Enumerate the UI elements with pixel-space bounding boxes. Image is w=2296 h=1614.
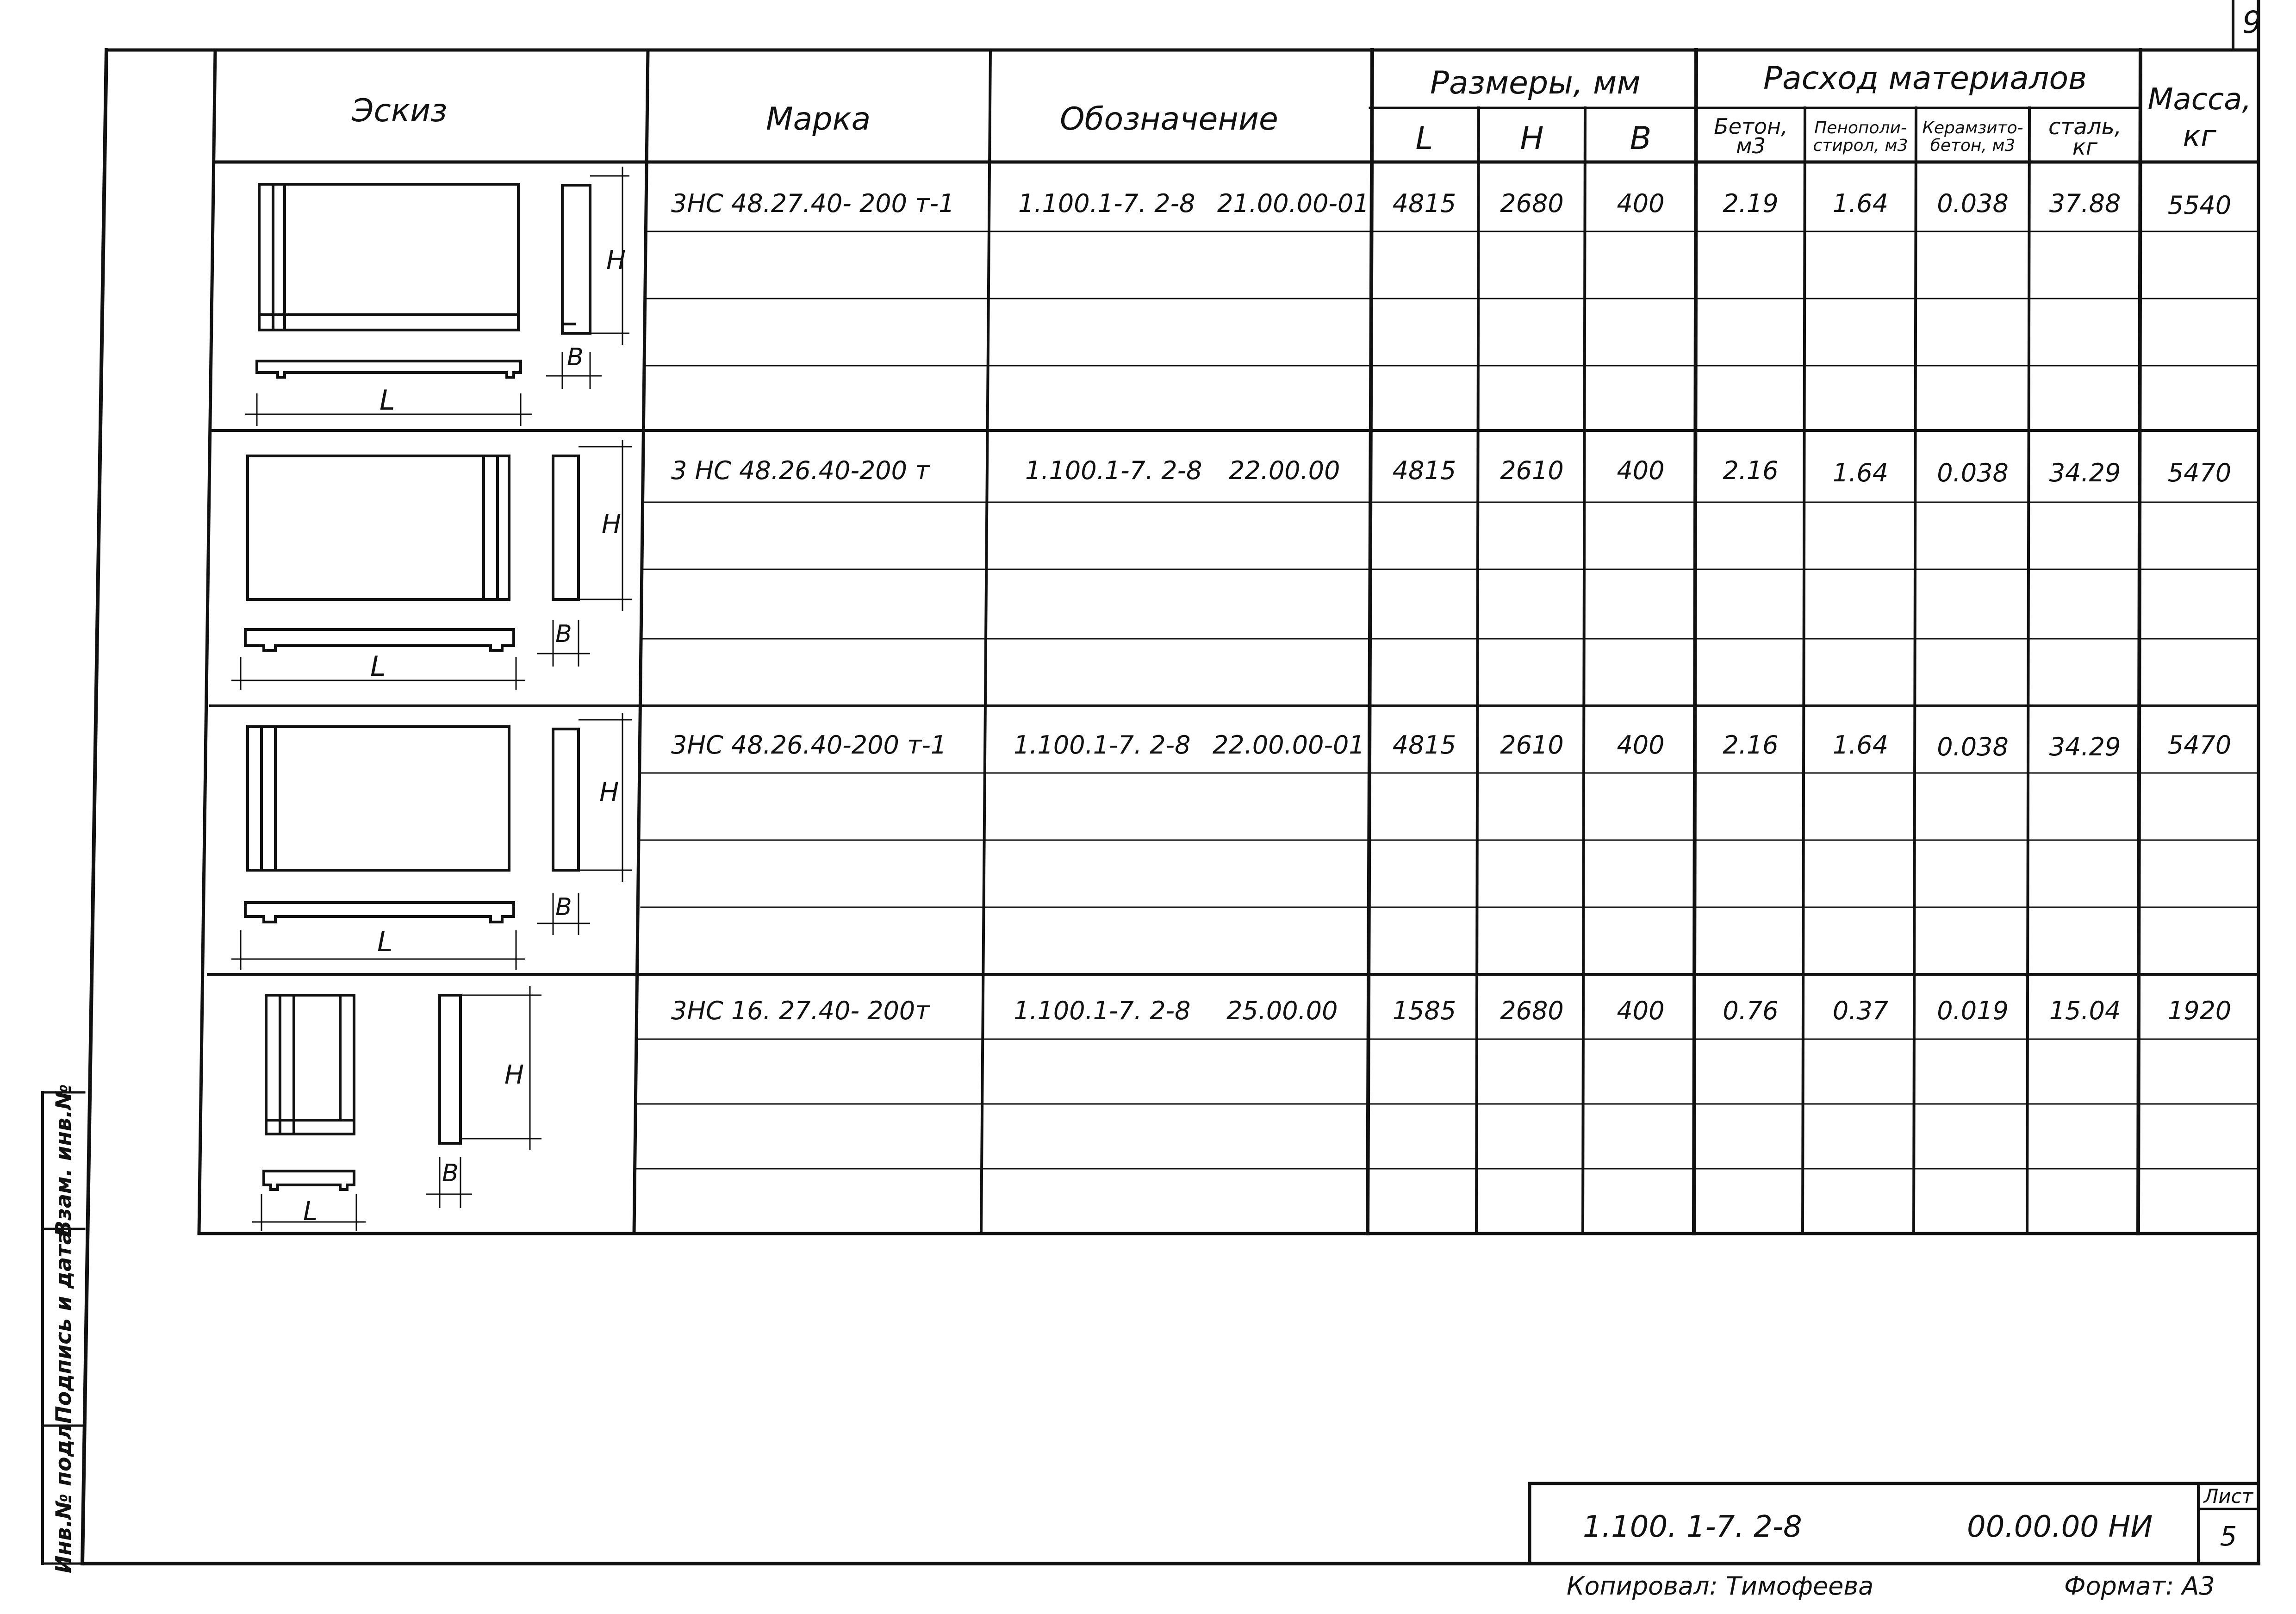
footer-format: Формат: А3	[2064, 1571, 2215, 1601]
row-3-code: 22.00.00-01	[1213, 730, 1365, 760]
row-4-concrete: 0.76	[1723, 996, 1779, 1025]
row-2-mass: 5470	[2167, 458, 2232, 487]
row-3-concrete: 2.16	[1723, 730, 1779, 760]
header-dim-h: H	[1520, 120, 1544, 157]
sketch-4-label-l: L	[303, 1196, 318, 1227]
title-doc-series: 1.100. 1-7. 2-8	[1583, 1510, 1802, 1544]
row-2-clay: 0.038	[1937, 458, 2009, 487]
sheet-number: 9	[2242, 5, 2262, 40]
sketch-1-label-h: H	[606, 245, 626, 275]
row-4-foam: 0.37	[1832, 996, 1889, 1025]
stamp-vzam-inv: Взам. инв.№	[51, 1084, 76, 1237]
sketch-2-label-b: В	[555, 620, 572, 648]
row-3-h: 2610	[1500, 730, 1564, 760]
row-2-b: 400	[1617, 456, 1665, 485]
header-materials: Расход материалов	[1763, 60, 2087, 97]
row-4-series: 1.100.1-7. 2-8	[1014, 996, 1191, 1025]
row-2-mark: 3 НС 48.26.40-200 т	[671, 456, 930, 485]
sketch-4-label-b: В	[442, 1159, 459, 1187]
sketch-3-label-b: В	[555, 893, 572, 921]
header-dimensions: Размеры, мм	[1430, 65, 1641, 101]
row-4-steel: 15.04	[2049, 996, 2121, 1025]
row-3-foam: 1.64	[1832, 730, 1889, 760]
row-3-clay: 0.038	[1937, 732, 2009, 761]
row-4-mark: 3НС 16. 27.40- 200т	[671, 996, 930, 1025]
stamp-inv-podl: Инв.№ подл.	[51, 1416, 76, 1573]
sketch-3-label-l: L	[377, 926, 393, 958]
sketch-1-label-l: L	[380, 384, 395, 417]
row-1-series: 1.100.1-7. 2-8	[1018, 189, 1195, 218]
header-dim-b: В	[1630, 120, 1652, 157]
row-2-h: 2610	[1500, 456, 1564, 485]
row-4-clay: 0.019	[1937, 996, 2009, 1025]
header-sketch: Эскиз	[352, 93, 448, 129]
row-1-code: 21.00.00-01	[1217, 189, 1369, 218]
stamp-sign-date: Подпись и дата	[51, 1230, 76, 1424]
row-2-series: 1.100.1-7. 2-8	[1025, 456, 1202, 485]
header-dim-l: L	[1415, 120, 1433, 157]
sketch-3-label-h: H	[599, 778, 619, 808]
header-foam: Пенополи- стирол, м3	[1813, 118, 1908, 155]
row-1-h: 2680	[1500, 189, 1564, 218]
title-sheet-label: Лист	[2203, 1485, 2253, 1508]
header-concrete: Бетон, м3	[1714, 114, 1788, 158]
row-3-series: 1.100.1-7. 2-8	[1014, 730, 1191, 760]
row-1-b: 400	[1617, 189, 1665, 218]
row-4-h: 2680	[1500, 996, 1564, 1025]
row-1-mass: 5540	[2167, 191, 2232, 220]
row-4-l: 1585	[1392, 996, 1456, 1025]
row-1-concrete: 2.19	[1723, 189, 1779, 218]
title-doc-code: 00.00.00 НИ	[1967, 1510, 2153, 1544]
row-1-l: 4815	[1392, 189, 1456, 218]
row-3-l: 4815	[1392, 730, 1456, 760]
header-clay: Керамзито- бетон, м3	[1922, 118, 2023, 155]
row-2-steel: 34.29	[2049, 458, 2121, 487]
header-mark: Марка	[766, 101, 871, 137]
row-3-b: 400	[1617, 730, 1665, 760]
row-2-l: 4815	[1392, 456, 1456, 485]
row-3-steel: 34.29	[2049, 732, 2121, 761]
row-1-steel: 37.88	[2049, 189, 2121, 218]
sketch-1-label-b: В	[567, 343, 584, 371]
row-2-code: 22.00.00	[1229, 456, 1340, 485]
row-1-foam: 1.64	[1832, 189, 1889, 218]
sketch-2-label-l: L	[370, 650, 386, 683]
header-steel: сталь, кг	[2048, 114, 2122, 160]
row-4-b: 400	[1617, 996, 1665, 1025]
row-4-code: 25.00.00	[1226, 996, 1338, 1025]
row-3-mark: 3НС 48.26.40-200 т-1	[671, 730, 947, 760]
row-1-clay: 0.038	[1937, 189, 2009, 218]
footer-copied-by: Копировал: Тимофеева	[1567, 1571, 1874, 1601]
sketch-4-label-h: H	[504, 1060, 524, 1090]
title-sheet-no: 5	[2220, 1521, 2237, 1552]
row-1-mark: 3НС 48.27.40- 200 т-1	[671, 189, 955, 218]
sketch-2-label-h: H	[602, 509, 622, 539]
row-3-mass: 5470	[2167, 730, 2232, 760]
header-mass: Масса, кг	[2147, 82, 2252, 154]
row-2-foam: 1.64	[1832, 458, 1889, 487]
row-2-concrete: 2.16	[1723, 456, 1779, 485]
row-4-mass: 1920	[2167, 996, 2232, 1025]
header-designation: Обозначение	[1060, 101, 1278, 137]
